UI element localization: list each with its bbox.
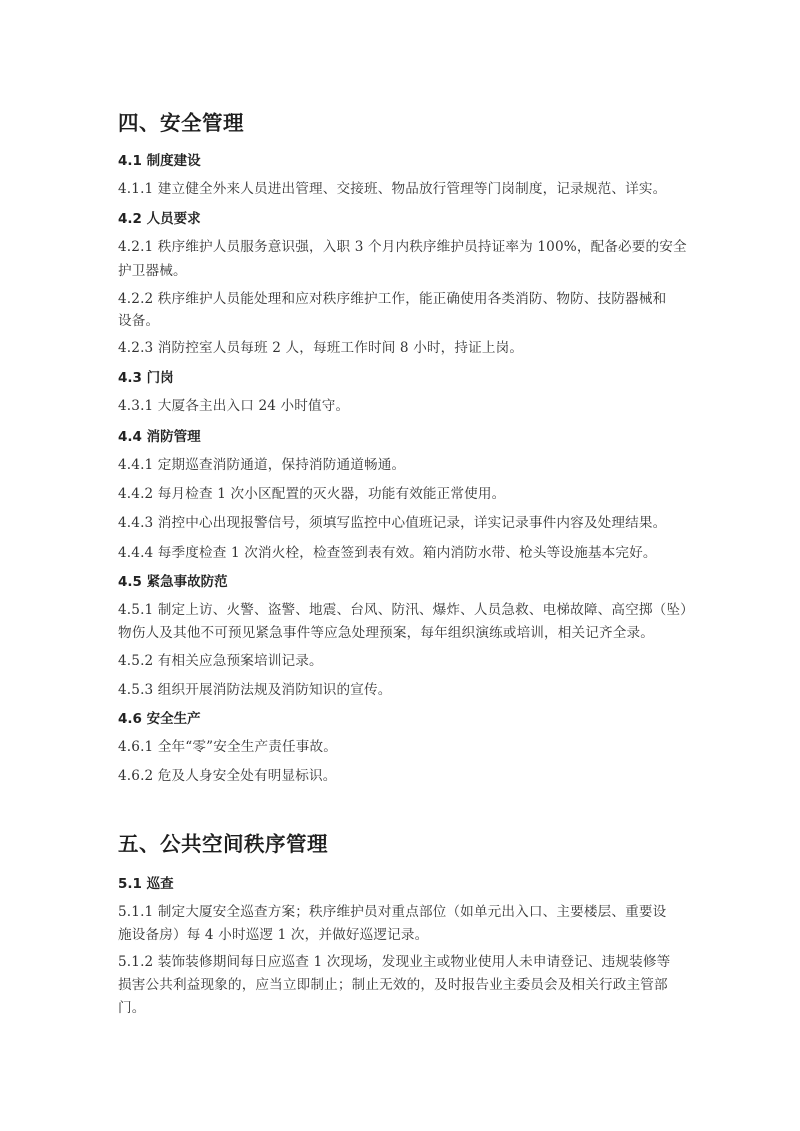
clause-4-1-1: 4.1.1 建立健全外来人员进出管理、交接班、物品放行管理等门岗制度，记录规范、详实。 xyxy=(118,181,667,197)
subsection-heading-4-3: 4.3 门岗 xyxy=(118,370,174,386)
clause-4-2-2-line1: 4.2.2 秩序维护人员能处理和应对秩序维护工作，能正确使用各类消防、物防、技防器械和 xyxy=(118,291,667,307)
clause-5-1-2-line1: 5.1.2 装饰装修期间每日应巡查 1 次现场，发现业主或物业使用人未申请登记、违规装修等 xyxy=(118,954,671,970)
subsection-heading-4-5: 4.5 紧急事故防范 xyxy=(118,574,228,590)
clause-4-5-2: 4.5.2 有相关应急预案培训记录。 xyxy=(118,653,323,669)
clause-4-3-1: 4.3.1 大厦各主出入口 24 小时值守。 xyxy=(118,398,350,414)
clause-4-5-3: 4.5.3 组织开展消防法规及消防知识的宣传。 xyxy=(118,682,392,698)
clause-4-5-1-line1: 4.5.1 制定上访、火警、盗警、地震、台风、防汛、爆炸、人员急救、电梯故障、高空掷（坠） xyxy=(118,602,694,618)
section-title-4: 四、安全管理 xyxy=(118,111,244,135)
section-title-5: 五、公共空间秩序管理 xyxy=(118,832,328,856)
subsection-heading-4-2: 4.2 人员要求 xyxy=(118,211,201,227)
clause-4-2-2-line2: 设备。 xyxy=(118,313,160,329)
clause-5-1-2-line2: 损害公共利益现象的，应当立即制止；制止无效的，及时报告业主委员会及相关行政主管部 xyxy=(118,977,668,993)
clause-4-4-4: 4.4.4 每季度检查 1 次消火栓，检查签到表有效。箱内消防水带、枪头等设施基本完好。 xyxy=(118,545,657,561)
clause-5-1-2-line3: 门。 xyxy=(118,1000,146,1016)
clause-4-2-1-line1: 4.2.1 秩序维护人员服务意识强，入职 3 个月内秩序维护员持证率为 100%，配备必要的安全 xyxy=(118,239,687,255)
clause-4-4-1: 4.4.1 定期巡查消防通道，保持消防通道畅通。 xyxy=(118,457,406,473)
clause-4-2-3: 4.2.3 消防控室人员每班 2 人，每班工作时间 8 小时，持证上岗。 xyxy=(118,340,524,356)
clause-4-4-2: 4.4.2 每月检查 1 次小区配置的灭火器，功能有效能正常使用。 xyxy=(118,486,506,502)
clause-4-5-1-line2: 物伤人及其他不可预见紧急事件等应急处理预案，每年组织演练或培训，相关记齐全录。 xyxy=(118,625,655,641)
clause-4-6-2: 4.6.2 危及人身安全处有明显标识。 xyxy=(118,768,337,784)
clause-4-6-1: 4.6.1 全年“零”安全生产责任事故。 xyxy=(118,739,337,755)
subsection-heading-4-6: 4.6 安全生产 xyxy=(118,711,201,727)
subsection-heading-5-1: 5.1 巡查 xyxy=(118,876,174,892)
clause-5-1-1-line2: 施设备房）每 4 小时巡逻 1 次，并做好巡逻记录。 xyxy=(118,927,429,943)
clause-4-4-3: 4.4.3 消控中心出现报警信号，须填写监控中心值班记录，详实记录事件内容及处理结果。 xyxy=(118,515,667,531)
clause-5-1-1-line1: 5.1.1 制定大厦安全巡查方案；秩序维护员对重点部位（如单元出入口、主要楼层、重要设 xyxy=(118,904,667,920)
subsection-heading-4-1: 4.1 制度建设 xyxy=(118,153,201,169)
clause-4-2-1-line2: 护卫器械。 xyxy=(118,263,187,279)
subsection-heading-4-4: 4.4 消防管理 xyxy=(118,429,201,445)
